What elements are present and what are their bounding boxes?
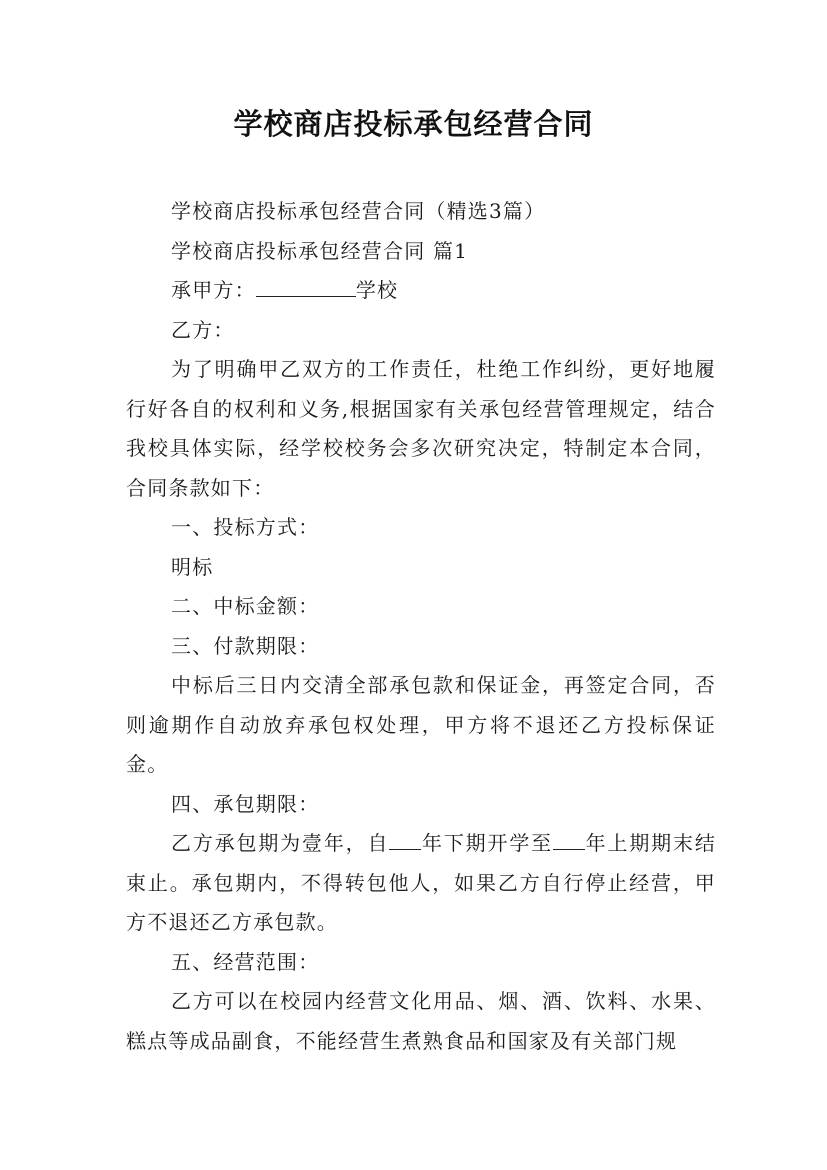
clause-4-text-a: 乙方承包期为壹年，自	[171, 831, 390, 855]
start-year-blank	[389, 827, 421, 850]
clause-2-heading: 二、中标金额：	[171, 594, 320, 618]
party-a-line	[126, 271, 716, 311]
party-a-suffix: 学校	[355, 278, 399, 302]
clause-4-body	[126, 824, 716, 943]
party-a-label: 承甲方：	[171, 278, 256, 302]
subtitle-line: 学校商店投标承包经营合同（精选3篇）	[171, 199, 546, 223]
clause-5-heading: 五、经营范围：	[171, 949, 320, 974]
clause-5-body: 乙方可以在校园内经营文化用品、烟、酒、饮料、水果、糕点等成品副食，不能经营生煮熟食品和国家及有关部门规	[126, 989, 716, 1053]
party-a-blank	[256, 274, 356, 297]
section-heading: 学校商店投标承包经营合同 篇1	[171, 238, 469, 263]
clause-4-text-b: 年下期开学至	[421, 831, 554, 855]
document-title: 学校商店投标承包经营合同	[233, 107, 594, 141]
clause-3-body: 中标后三日内交清全部承包款和保证金，再签定合同，否则逾期作自动放弃承包权处理，甲方将不退还乙方投标保证金。	[126, 673, 716, 776]
clause-3-heading: 三、付款期限：	[171, 633, 320, 658]
clause-1-heading: 一、投标方式：	[171, 515, 320, 539]
document-body	[126, 192, 716, 1061]
preamble-paragraph: 为了明确甲乙双方的工作责任，杜绝工作纠纷，更好地履行好各自的权利和义务,根据国家有关承包经营管理规定，结合我校具体实际，经学校校务会多次研究决定，特制定本合同，合同条款如下：	[126, 357, 716, 500]
clause-4-text-c: 年上期期末结束止。承包期内，不得转包他人，如果乙方自行停止经营，甲方不退还乙方承包款。	[126, 831, 717, 934]
clause-1-body: 明标	[171, 554, 214, 579]
end-year-blank	[553, 827, 585, 850]
clause-4-heading: 四、承包期限：	[171, 791, 320, 816]
party-b-line: 乙方：	[171, 317, 235, 342]
